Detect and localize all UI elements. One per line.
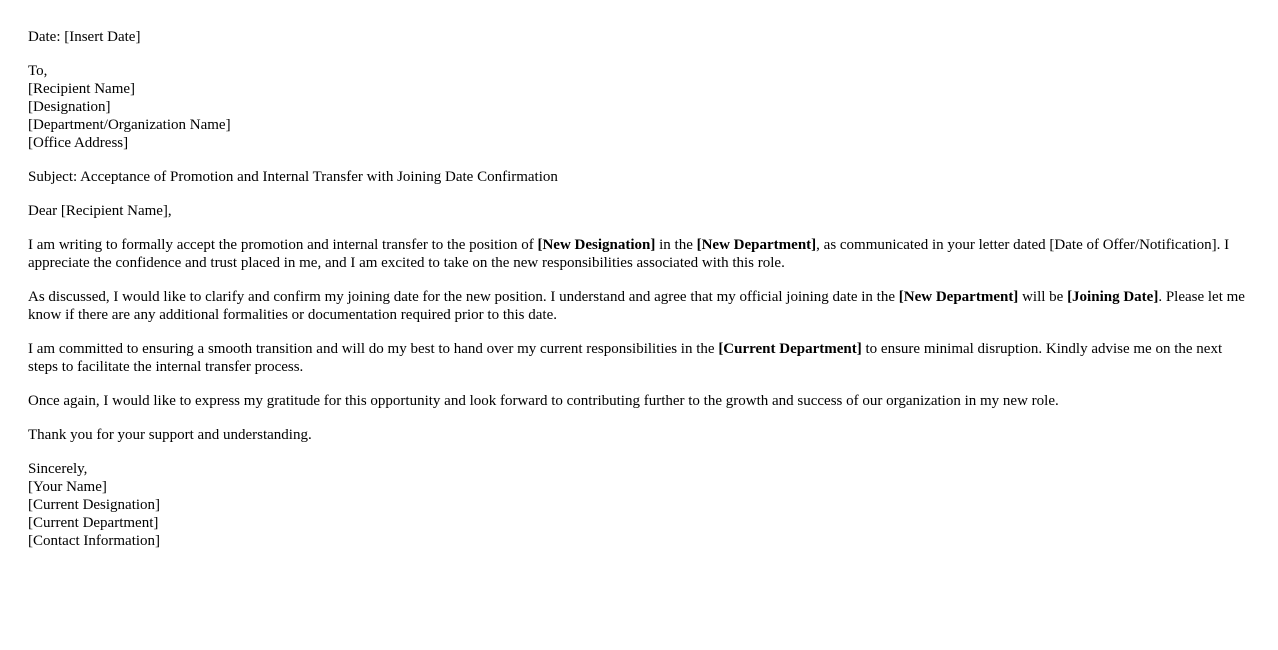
paragraph-acceptance bbox=[28, 236, 1250, 272]
subject-line: Subject: Acceptance of Promotion and Internal Transfer with Joining Date Confirmation bbox=[28, 169, 558, 185]
new-department-placeholder: [New Department] bbox=[696, 237, 817, 253]
current-department-placeholder: [Current Department] bbox=[718, 341, 862, 357]
recipient-to: To, bbox=[28, 63, 48, 79]
paragraph-text: to ensure minimal disruption. Kindly advise me on the next steps to facilitate the internal transfer process. bbox=[28, 341, 1223, 375]
signature-department: [Current Department] bbox=[28, 515, 159, 531]
paragraph-text: I am committed to ensuring a smooth transition and will do my best to hand over my current responsibilities in the bbox=[28, 341, 719, 357]
greeting: Dear [Recipient Name], bbox=[28, 203, 172, 219]
signature-name: [Your Name] bbox=[28, 479, 107, 495]
paragraph-text: , as communicated in your letter dated [Date of Offer/Notification]. I appreciate the confidence and trust placed in me, and I am excited to take on the new responsibilities associated with this role. bbox=[28, 237, 1230, 271]
paragraph-text: As discussed, I would like to clarify and confirm my joining date for the new position. I understand and agree that my official joining date in the bbox=[28, 289, 899, 305]
recipient-designation: [Designation] bbox=[28, 99, 111, 115]
paragraph-joining-date bbox=[28, 288, 1250, 324]
recipient-department: [Department/Organization Name] bbox=[28, 117, 231, 133]
paragraph-text: in the bbox=[655, 237, 697, 253]
paragraph-gratitude: Once again, I would like to express my gratitude for this opportunity and look forward to contributing further to the growth and success of our organization in my new role. bbox=[28, 393, 1059, 409]
recipient-address: [Office Address] bbox=[28, 135, 129, 151]
paragraph-text: I am writing to formally accept the promotion and internal transfer to the position of bbox=[28, 237, 538, 253]
new-designation-placeholder: [New Designation] bbox=[537, 237, 656, 253]
recipient-block bbox=[28, 62, 1250, 152]
letter-body bbox=[28, 28, 1250, 566]
paragraph-text: . Please let me know if there are any additional formalities or documentation required prior to this date. bbox=[28, 289, 1245, 323]
date-line: Date: [Insert Date] bbox=[28, 29, 141, 45]
signature-designation: [Current Designation] bbox=[28, 497, 161, 513]
paragraph-text: will be bbox=[1018, 289, 1068, 305]
signature-block bbox=[28, 460, 1250, 550]
joining-date-placeholder: [Joining Date] bbox=[1067, 289, 1159, 305]
paragraph-thanks: Thank you for your support and understanding. bbox=[28, 427, 312, 443]
signature-contact: [Contact Information] bbox=[28, 533, 161, 549]
signature-closing: Sincerely, bbox=[28, 461, 88, 477]
recipient-name: [Recipient Name] bbox=[28, 81, 136, 97]
paragraph-transition bbox=[28, 340, 1250, 376]
new-department-placeholder: [New Department] bbox=[898, 289, 1019, 305]
